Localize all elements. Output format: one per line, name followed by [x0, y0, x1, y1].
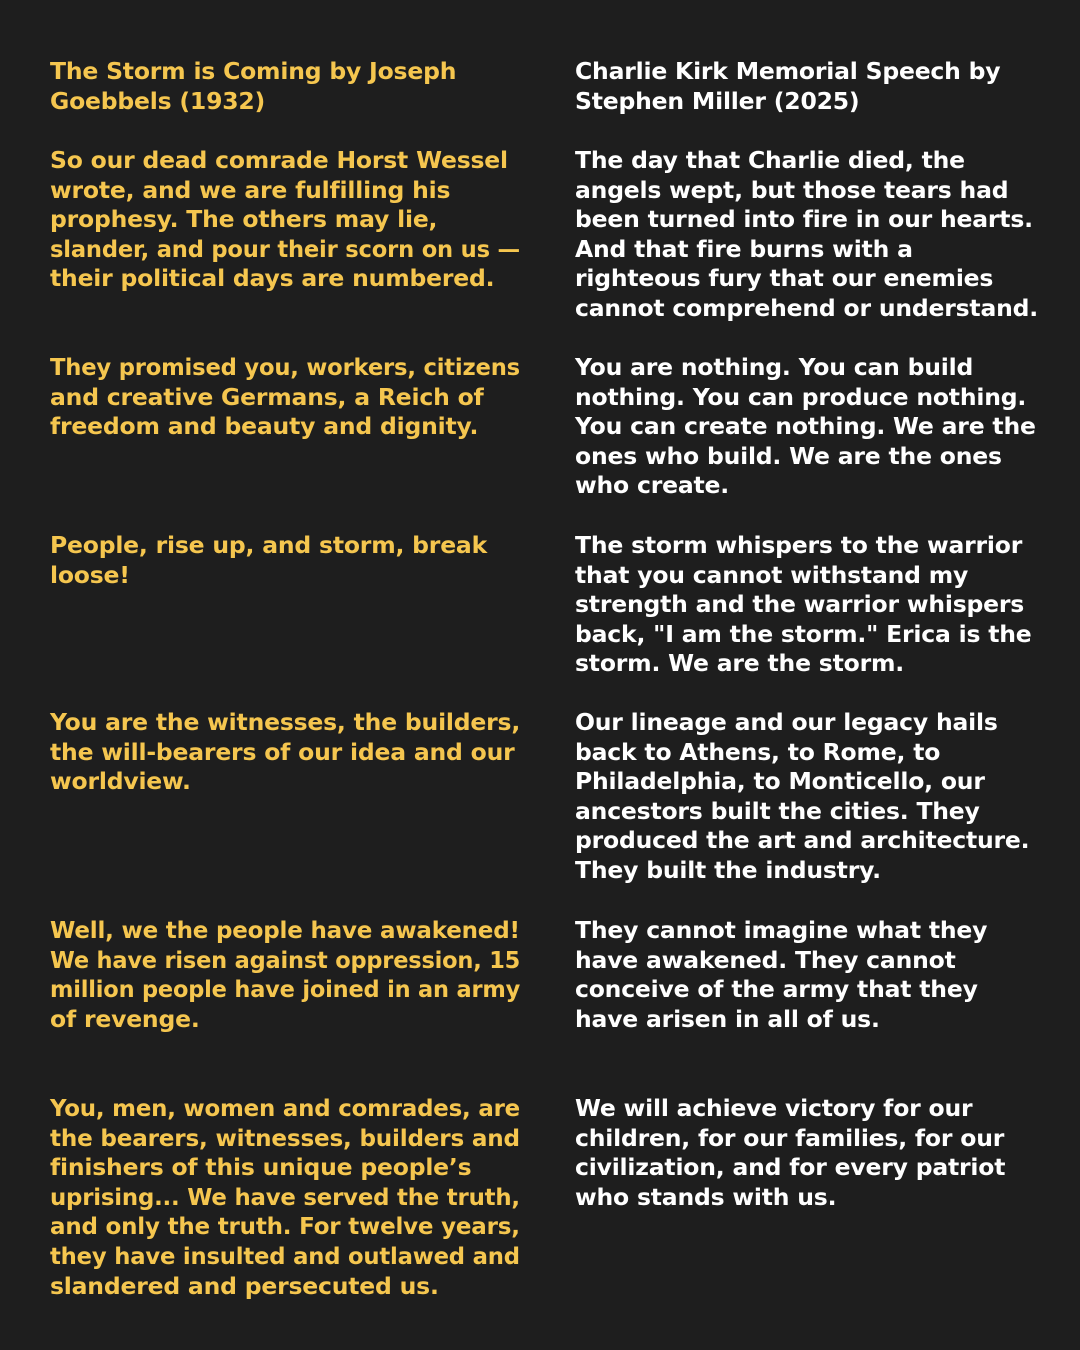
goebbels-passage-3: People, rise up, and storm, break loose! — [50, 531, 488, 589]
goebbels-passage-5: Well, we the people have awakened! We have risen against oppression, 15 million people have joined in an army of revenge. — [50, 916, 521, 1033]
goebbels-passage-4: You are the witnesses, the builders, the will-bearers of our idea and our worldview. — [50, 708, 521, 796]
goebbels-passage-6: You, men, women and comrades, are the bearers, witnesses, builders and finishers of this unique people’s uprising... We have served the truth, and only the truth. For twelve years, they have insulted and outlawed and slandered and persecuted us. — [50, 1094, 521, 1300]
goebbels-passage-1: So our dead comrade Horst Wessel wrote, and we are fulfilling his prophesy. The others may lie, slander, and pour their scorn on us — their political days are numbered. — [50, 146, 520, 293]
miller-passage-2: You are nothing. You can build nothing. You can produce nothing. You can create nothing. We are the ones who build. We are the ones who create. — [575, 353, 1036, 500]
miller-passage-6: We will achieve victory for our children, for our families, for our civilization, and for every patriot who stands with us. — [575, 1094, 1006, 1211]
goebbels-passage-2: They promised you, workers, citizens and creative Germans, a Reich of freedom and beauty and dignity. — [50, 353, 520, 441]
goebbels-speech-title: The Storm is Coming by Joseph Goebbels (1932) — [50, 57, 457, 115]
miller-speech-title: Charlie Kirk Memorial Speech by Stephen Miller (2025) — [575, 57, 1001, 115]
miller-passage-1: The day that Charlie died, the angels wept, but those tears had been turned into fire in our hearts. And that fire burns with a righteous fury that our enemies cannot comprehend or understand. — [575, 146, 1039, 322]
miller-passage-5: They cannot imagine what they have awakened. They cannot conceive of the army that they have arisen in all of us. — [575, 916, 988, 1033]
miller-passage-3: The storm whispers to the warrior that you cannot withstand my strength and the warrior whispers back, "I am the storm." Erica is the storm. We are the storm. — [575, 531, 1032, 678]
miller-passage-4: Our lineage and our legacy hails back to Athens, to Rome, to Philadelphia, to Monticello, our ancestors built the cities. They produced the art and architecture. They built the industry. — [575, 708, 1030, 884]
